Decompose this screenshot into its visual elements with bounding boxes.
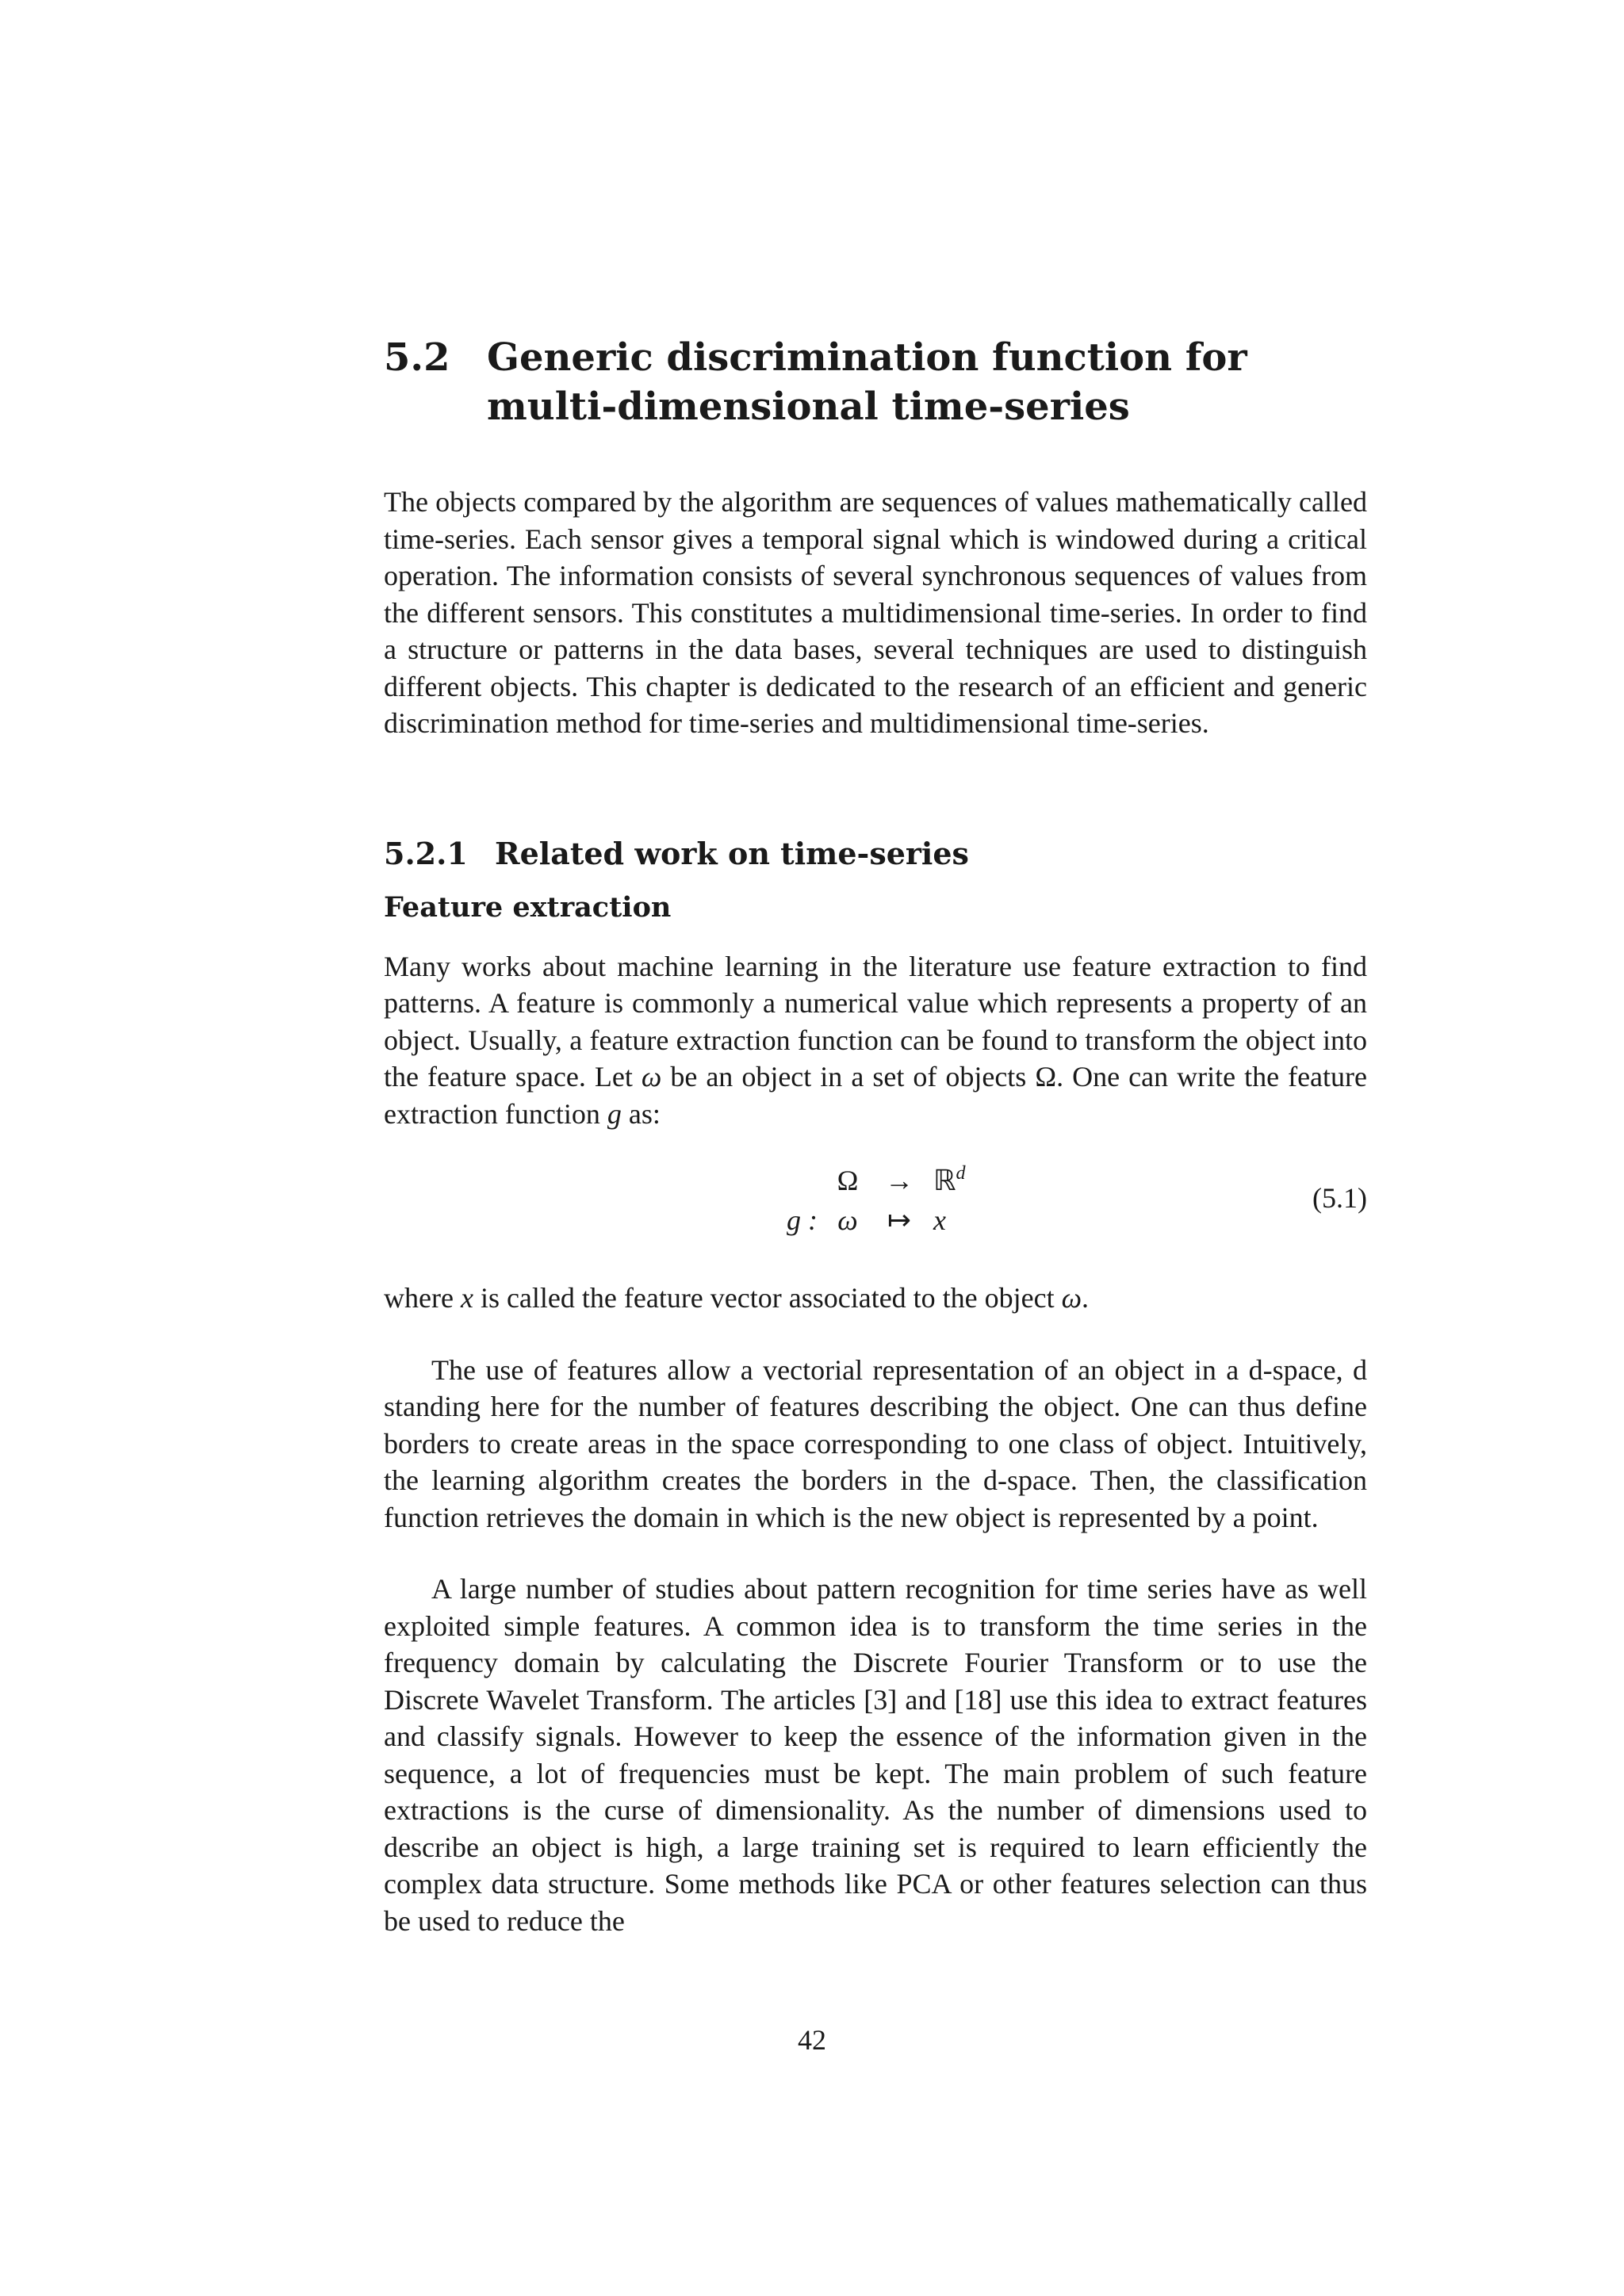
paragraph-gap bbox=[384, 1317, 1367, 1352]
text-run: as: bbox=[621, 1097, 661, 1130]
subsection-title: Related work on time-series bbox=[495, 835, 969, 871]
intro-paragraph: The objects compared by the algorithm are sequences of values mathematically called time-series. Each sensor gives a temporal signal which is windowed during a critical operation. The information consists of several synchronous sequences of values from the different sensors. This constitutes a multidimensional time-series. In order to find a structure or patterns in the data bases, several techniques are used to distinguish different objects. This chapter is dedicated to the research of an efficient and generic discrimination method for time-series and multidimensional time-series. bbox=[384, 486, 1367, 739]
equation-mapsto: ↦ bbox=[887, 1204, 912, 1236]
feature-extraction-paragraph bbox=[384, 948, 1367, 1133]
math-capital-omega: Ω bbox=[1035, 1061, 1057, 1093]
page-number: 42 bbox=[798, 2024, 826, 2056]
paragraph-gap bbox=[384, 1536, 1367, 1571]
page-body bbox=[384, 333, 1367, 1939]
equation-arrow: → bbox=[885, 1165, 914, 1196]
subsection-number: 5.2.1 bbox=[384, 835, 468, 871]
paragraph-heading: Feature extraction bbox=[384, 890, 672, 924]
section-title: Generic discrimination function for multi-dimensional time-series bbox=[487, 335, 1247, 429]
math-omega: ω bbox=[641, 1061, 662, 1093]
text-run: is called the feature vector associated to the object bbox=[473, 1282, 1062, 1314]
equation-domain: Ω bbox=[837, 1165, 859, 1196]
text-run: Many works about machine learning in the literature use feature extraction to find patterns. A feature is commonly a numerical value which represents a property of an object. Usually, a feature extraction function can be found to transform the object into the feature space. Let bbox=[384, 950, 1367, 1093]
equation-5-1 bbox=[384, 1161, 1367, 1248]
math-x: x bbox=[460, 1282, 473, 1314]
real-numbers-symbol: ℝ bbox=[933, 1165, 956, 1196]
equation-element: ω bbox=[837, 1204, 858, 1236]
section-number: 5.2 bbox=[384, 335, 450, 380]
math-omega: ω bbox=[1061, 1282, 1082, 1314]
text-run: . bbox=[1082, 1282, 1090, 1314]
pattern-recognition-paragraph: A large number of studies about pattern recognition for time series have as well exploited simple features. A common idea is to transform the time series in the frequency domain by calculating the Discrete Fourier Transform or to use the Discrete Wavelet Transform. The articles [3] and [18] use this idea to extract features and classify signals. However to keep the essence of the information given in the sequence, a lot of frequencies must be kept. The main problem of such feature extractions is the curse of dimensionality. As the number of dimensions used to describe an object is high, a large training set is required to learn efficiently the complex data structure. Some methods like PCA or other features selection can thus be used to reduce the bbox=[384, 1573, 1367, 1937]
equation-label: g : bbox=[787, 1204, 818, 1236]
equation-codomain bbox=[927, 1164, 990, 1197]
equation-number: (5.1) bbox=[1312, 1182, 1367, 1214]
math-g: g bbox=[607, 1097, 622, 1130]
text-run: be an object in a set of objects bbox=[661, 1061, 1036, 1093]
equation-grid bbox=[776, 1161, 990, 1240]
section-heading bbox=[384, 333, 1367, 431]
subsection-heading bbox=[384, 834, 1367, 874]
where-paragraph bbox=[384, 1280, 1367, 1317]
text-run: . One can write the feature extraction function bbox=[384, 1061, 1368, 1130]
equation-image: x bbox=[933, 1204, 946, 1236]
equation-exponent: d bbox=[956, 1163, 966, 1184]
vectorial-representation-paragraph: The use of features allow a vectorial representation of an object in a d-space, d standing here for the number of features describing the object. One can thus define borders to create areas in the space corresponding to one class of object. Intuitively, the learning algorithm creates the borders in the d-space. Then, the classification function retrieves the domain in which is the new object is represented by a point. bbox=[384, 1353, 1367, 1533]
text-run: where bbox=[384, 1282, 461, 1314]
